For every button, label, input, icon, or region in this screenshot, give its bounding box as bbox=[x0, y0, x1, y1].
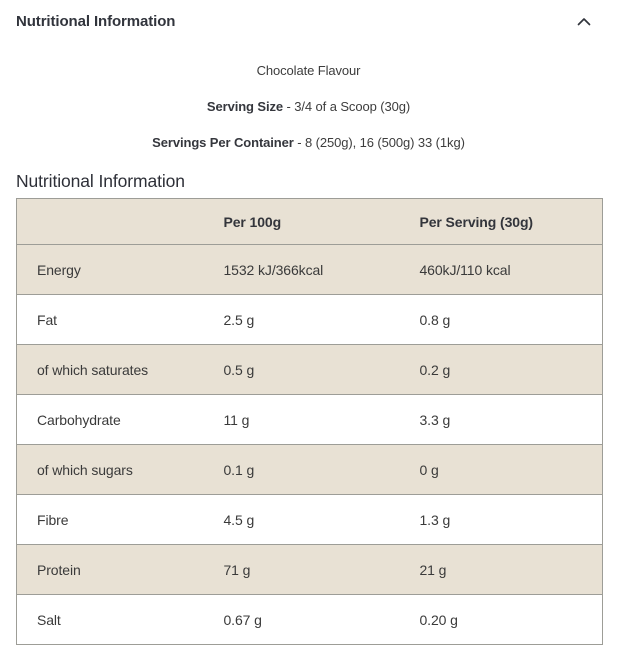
per-serving-value: 21 g bbox=[420, 545, 603, 595]
table-row-protein bbox=[17, 545, 603, 595]
table-row-energy bbox=[17, 245, 603, 295]
per-100g-value: 2.5 g bbox=[224, 295, 420, 345]
column-header-per-serving: Per Serving (30g) bbox=[419, 213, 533, 230]
flavour-line: Chocolate Flavour bbox=[256, 63, 361, 78]
serving-size-line bbox=[0, 99, 617, 114]
table-row-fibre bbox=[17, 495, 603, 545]
serving-size-label: Serving Size bbox=[206, 99, 284, 114]
per-serving-value: 1.3 g bbox=[420, 495, 603, 545]
column-header-nutrient bbox=[17, 199, 224, 245]
table-row-carbohydrate bbox=[17, 395, 603, 445]
table-row-sugars bbox=[17, 445, 603, 495]
servings-per-container-line bbox=[0, 135, 617, 150]
servings-per-container-label: Servings Per Container bbox=[152, 135, 294, 150]
nutrient-label: Carbohydrate bbox=[17, 395, 224, 445]
per-serving-value: 0.2 g bbox=[420, 345, 603, 395]
nutrient-label: Energy bbox=[17, 245, 224, 295]
per-100g-value: 71 g bbox=[224, 545, 420, 595]
per-100g-value: 0.67 g bbox=[224, 595, 420, 645]
per-100g-value: 11 g bbox=[224, 395, 420, 445]
nutrient-label: Protein bbox=[17, 545, 224, 595]
table-header-row bbox=[17, 199, 603, 245]
chevron-up-icon bbox=[577, 17, 591, 26]
per-100g-value: 0.5 g bbox=[224, 345, 420, 395]
servings-per-container-value: - 8 (250g), 16 (500g) 33 (1kg) bbox=[293, 135, 465, 150]
nutrient-label: of which sugars bbox=[17, 445, 224, 495]
column-header-per-100g: Per 100g bbox=[223, 213, 282, 230]
product-info-block bbox=[0, 63, 617, 150]
serving-size-value: - 3/4 of a Scoop (30g) bbox=[283, 99, 411, 114]
nutrient-label: of which saturates bbox=[17, 345, 224, 395]
nutrient-label: Salt bbox=[17, 595, 224, 645]
per-serving-value: 0 g bbox=[420, 445, 603, 495]
per-serving-value: 0.8 g bbox=[420, 295, 603, 345]
table-row-salt bbox=[17, 595, 603, 645]
table-row-fat bbox=[17, 295, 603, 345]
nutrient-label: Fat bbox=[17, 295, 224, 345]
per-100g-value: 1532 kJ/366kcal bbox=[224, 245, 420, 295]
per-100g-value: 4.5 g bbox=[224, 495, 420, 545]
nutrition-table-title: Nutritional Information bbox=[16, 171, 185, 191]
nutrition-table bbox=[16, 198, 603, 645]
nutrient-label: Fibre bbox=[17, 495, 224, 545]
per-serving-value: 460kJ/110 kcal bbox=[420, 245, 603, 295]
per-100g-value: 0.1 g bbox=[224, 445, 420, 495]
nutritional-information-accordion-header[interactable] bbox=[0, 0, 617, 30]
per-serving-value: 3.3 g bbox=[420, 395, 603, 445]
per-serving-value: 0.20 g bbox=[420, 595, 603, 645]
accordion-title: Nutritional Information bbox=[16, 13, 176, 30]
table-row-saturates bbox=[17, 345, 603, 395]
